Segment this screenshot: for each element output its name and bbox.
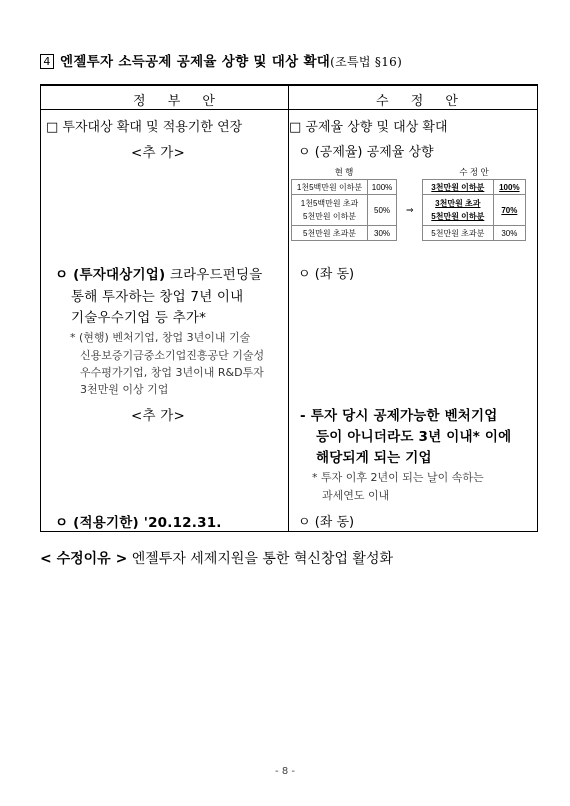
arrow-icon: ⇒ xyxy=(406,206,414,216)
law-reference: (조특법 §16) xyxy=(330,55,403,69)
current-rate-table xyxy=(291,165,397,241)
proposed-range-3: 5천만원 초과분 xyxy=(423,226,494,241)
right-note-line-2: 과세연도 이내 xyxy=(322,489,390,502)
current-range-1: 1천5백만원 이하분 xyxy=(292,180,368,195)
page-number: - 8 - xyxy=(275,766,295,777)
left-bullet-line-2: 통해 투자하는 창업 7년 이내 xyxy=(71,289,244,305)
proposed-rate-2: 70% xyxy=(493,195,525,226)
header-divider xyxy=(41,109,537,110)
left-bullet-line-3: 기술우수기업 등 추가* xyxy=(71,310,207,326)
bullet-label: ㅇ (투자대상기업) xyxy=(55,267,166,283)
proposed-header: 수 정 안 xyxy=(423,165,526,180)
left-add-label-1: <추 가> xyxy=(131,145,185,161)
left-note-line-4: 3천만원 이상 기업 xyxy=(80,383,169,396)
proposed-rate-3: 30% xyxy=(493,226,525,241)
current-rate-3: 30% xyxy=(368,226,397,241)
section-number: 4 xyxy=(40,54,54,69)
right-note-line-1: * 투자 이후 2년이 되는 날이 속하는 xyxy=(312,471,484,484)
right-dash-line-2: 등이 아니더라도 3년 이내* 이에 xyxy=(316,429,512,445)
left-note-line-2: 신용보증기금중소기업진흥공단 기술성 xyxy=(80,349,265,362)
proposed-range-2: 3천만원 초과 5천만원 이하분 xyxy=(423,195,494,226)
right-item-heading: □ 공제율 상향 및 대상 확대 xyxy=(289,120,448,135)
left-item-heading: □ 투자대상 확대 및 적용기한 연장 xyxy=(46,120,243,135)
current-range-2: 1천5백만원 초과 5천만원 이하분 xyxy=(292,195,368,226)
right-dash-line-1: - 투자 당시 공제가능한 벤처기업 xyxy=(300,408,498,424)
left-bullet-deadline: ㅇ (적용기한) '20.12.31. xyxy=(55,515,222,531)
bullet-text-1: 크라우드펀딩을 xyxy=(169,267,263,283)
revision-reason xyxy=(40,548,393,568)
reason-text: 엔젤투자 세제지원을 통한 혁신창업 활성화 xyxy=(131,551,393,567)
proposed-rate-table xyxy=(422,165,526,241)
column-divider xyxy=(288,86,289,531)
right-dash-line-3: 해당되게 되는 기업 xyxy=(316,450,432,466)
reason-label: < 수정이유 > xyxy=(40,551,128,567)
current-range-3: 5천만원 초과분 xyxy=(292,226,368,241)
left-note-line-1: * (현행) 벤처기업, 창업 3년이내 기술 xyxy=(70,331,251,344)
header-government-proposal: 정 부 안 xyxy=(133,94,224,109)
current-rate-2: 50% xyxy=(368,195,397,226)
right-same-1: ㅇ (좌 동) xyxy=(298,267,355,282)
section-title xyxy=(40,50,402,70)
section-title-text: 엔젤투자 소득공제 공제율 상향 및 대상 확대 xyxy=(60,54,331,70)
current-rate-1: 100% xyxy=(368,180,397,195)
left-bullet-investment-target xyxy=(55,263,263,283)
proposed-range-1: 3천만원 이하분 xyxy=(423,180,494,195)
right-bullet-rate: ㅇ (공제율) 공제율 상향 xyxy=(298,145,434,160)
header-revised-proposal: 수 정 안 xyxy=(376,94,467,109)
left-note-line-3: 우수평가기업, 창업 3년이내 R&D투자 xyxy=(80,366,264,379)
current-header: 현 행 xyxy=(292,165,397,180)
proposed-rate-1: 100% xyxy=(493,180,525,195)
left-add-label-2: <추 가> xyxy=(131,408,185,424)
right-same-2: ㅇ (좌 동) xyxy=(298,515,355,530)
